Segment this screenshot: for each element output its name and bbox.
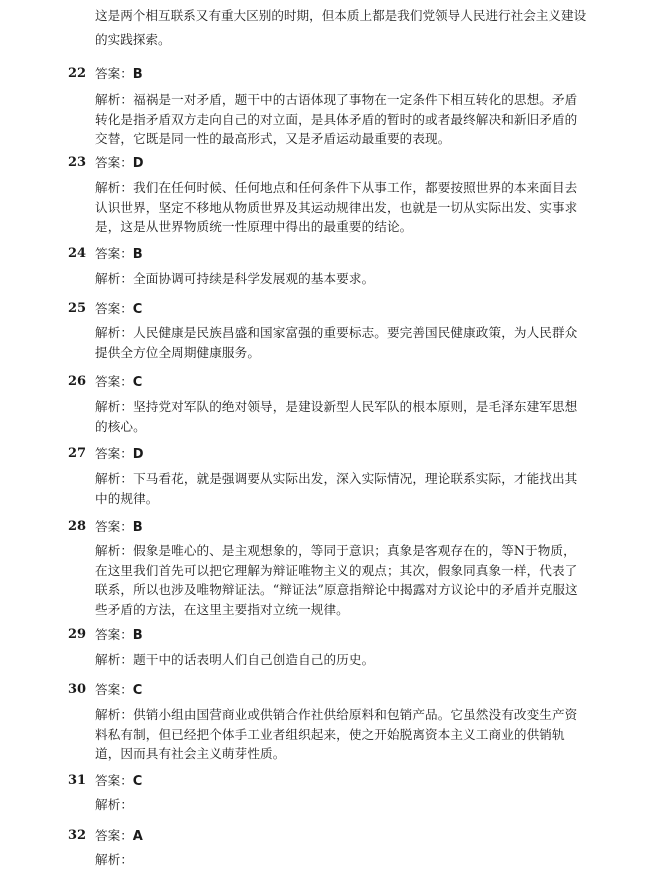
answer-letter: A — [132, 829, 143, 844]
explanation: 解析： — [95, 852, 134, 867]
explanation: 解析：假象是唯心的、是主观想象的，等同于意识；真象是客观存在的，等N于物质，在这里我们首先可以把它理解为辩证唯物主义的观点；其次，假象同真象一样，代表了联系，所以也涉及唯物辩证法。“辩证法”原意指辩论中揭露对方议论中的矛盾并克服这些矛盾的方法，在这里主要指对立统一规律。 — [95, 543, 578, 617]
question-number: 28 — [68, 519, 87, 534]
explanation: 解析：人民健康是民族昌盛和国家富强的重要标志。要完善国民健康政策，为人民群众提供全方位全周期健康服务。 — [95, 325, 578, 360]
explanation: 解析：全面协调可持续是科学发展观的基本要求。 — [95, 271, 375, 286]
question-number: 31 — [68, 773, 87, 788]
question-number: 29 — [68, 627, 87, 642]
answer-letter: C — [132, 302, 143, 317]
explanation: 解析：坚持党对军队的绝对领导，是建设新型人民军队的根本原则，是毛泽东建军思想的核心。 — [95, 399, 578, 434]
answer-letter: C — [132, 375, 143, 390]
answer-line — [95, 64, 143, 85]
answer-line — [95, 680, 142, 701]
question-number: 26 — [68, 374, 87, 389]
answer-line — [95, 771, 142, 792]
explanation: 解析：题干中的话表明人们自己创造自己的历史。 — [95, 652, 375, 667]
answer-prefix: 答案： — [95, 374, 133, 389]
answer-line — [95, 826, 143, 847]
question-number: 27 — [68, 446, 87, 461]
question-number: 23 — [68, 155, 87, 170]
answer-prefix: 答案： — [95, 246, 133, 261]
answer-letter: B — [132, 628, 143, 643]
answer-prefix: 答案： — [95, 155, 133, 170]
answer-line — [95, 153, 144, 174]
answer-prefix: 答案： — [95, 301, 133, 316]
answer-prefix: 答案： — [95, 828, 133, 843]
answer-letter: C — [132, 683, 143, 698]
answer-line — [95, 517, 143, 538]
answer-line — [95, 625, 143, 646]
answer-prefix: 答案： — [95, 66, 133, 81]
question-number: 25 — [68, 301, 87, 316]
answer-prefix: 答案： — [95, 682, 133, 697]
answer-line — [95, 244, 143, 265]
answer-prefix: 答案： — [95, 446, 133, 461]
explanation: 解析：下马看花，就是强调要从实际出发，深入实际情况，理论联系实际，才能找出其中的规律。 — [95, 471, 578, 506]
answer-line — [95, 372, 142, 393]
answer-letter: B — [132, 520, 143, 535]
explanation: 解析：供销小组由国营商业或供销合作社供给原料和包销产品。它虽然没有改变生产资料私有制，但已经把个体手工业者组织起来，使之开始脱离资本主义工商业的供销轨道，因而具有社会主义萌芽性质。 — [95, 707, 578, 761]
answer-prefix: 答案： — [95, 519, 133, 534]
question-number: 30 — [68, 682, 87, 697]
answer-letter: B — [132, 67, 143, 82]
answer-prefix: 答案： — [95, 773, 133, 788]
answer-letter: D — [132, 447, 144, 462]
explanation: 解析：福祸是一对矛盾，题干中的古语体现了事物在一定条件下相互转化的思想。矛盾转化是指矛盾双方走向自己的对立面，是具体矛盾的暂时的或者最终解决和新旧矛盾的交替，它既是同一性的最高形式，又是矛盾运动最重要的表现。 — [95, 92, 578, 146]
answer-letter: B — [132, 247, 143, 262]
question-number: 32 — [68, 828, 87, 843]
answer-letter: C — [132, 774, 143, 789]
explanation: 解析： — [95, 797, 134, 812]
answer-line — [95, 444, 144, 465]
explanation: 解析：我们在任何时候、任何地点和任何条件下从事工作，都要按照世界的本来面目去认识世界，坚定不移地从物质世界及其运动规律出发，也就是一切从实际出发、实事求是，这是从世界物质统一性原理中得出的最重要的结论。 — [95, 180, 578, 234]
answer-letter: D — [132, 156, 144, 171]
answer-line — [95, 299, 142, 320]
question-number: 24 — [68, 246, 87, 261]
question-number: 22 — [68, 66, 87, 81]
intro-paragraph: 这是两个相互联系又有重大区别的时期，但本质上都是我们党领导人民进行社会主义建设的实践探索。 — [95, 8, 587, 47]
answer-prefix: 答案： — [95, 627, 133, 642]
